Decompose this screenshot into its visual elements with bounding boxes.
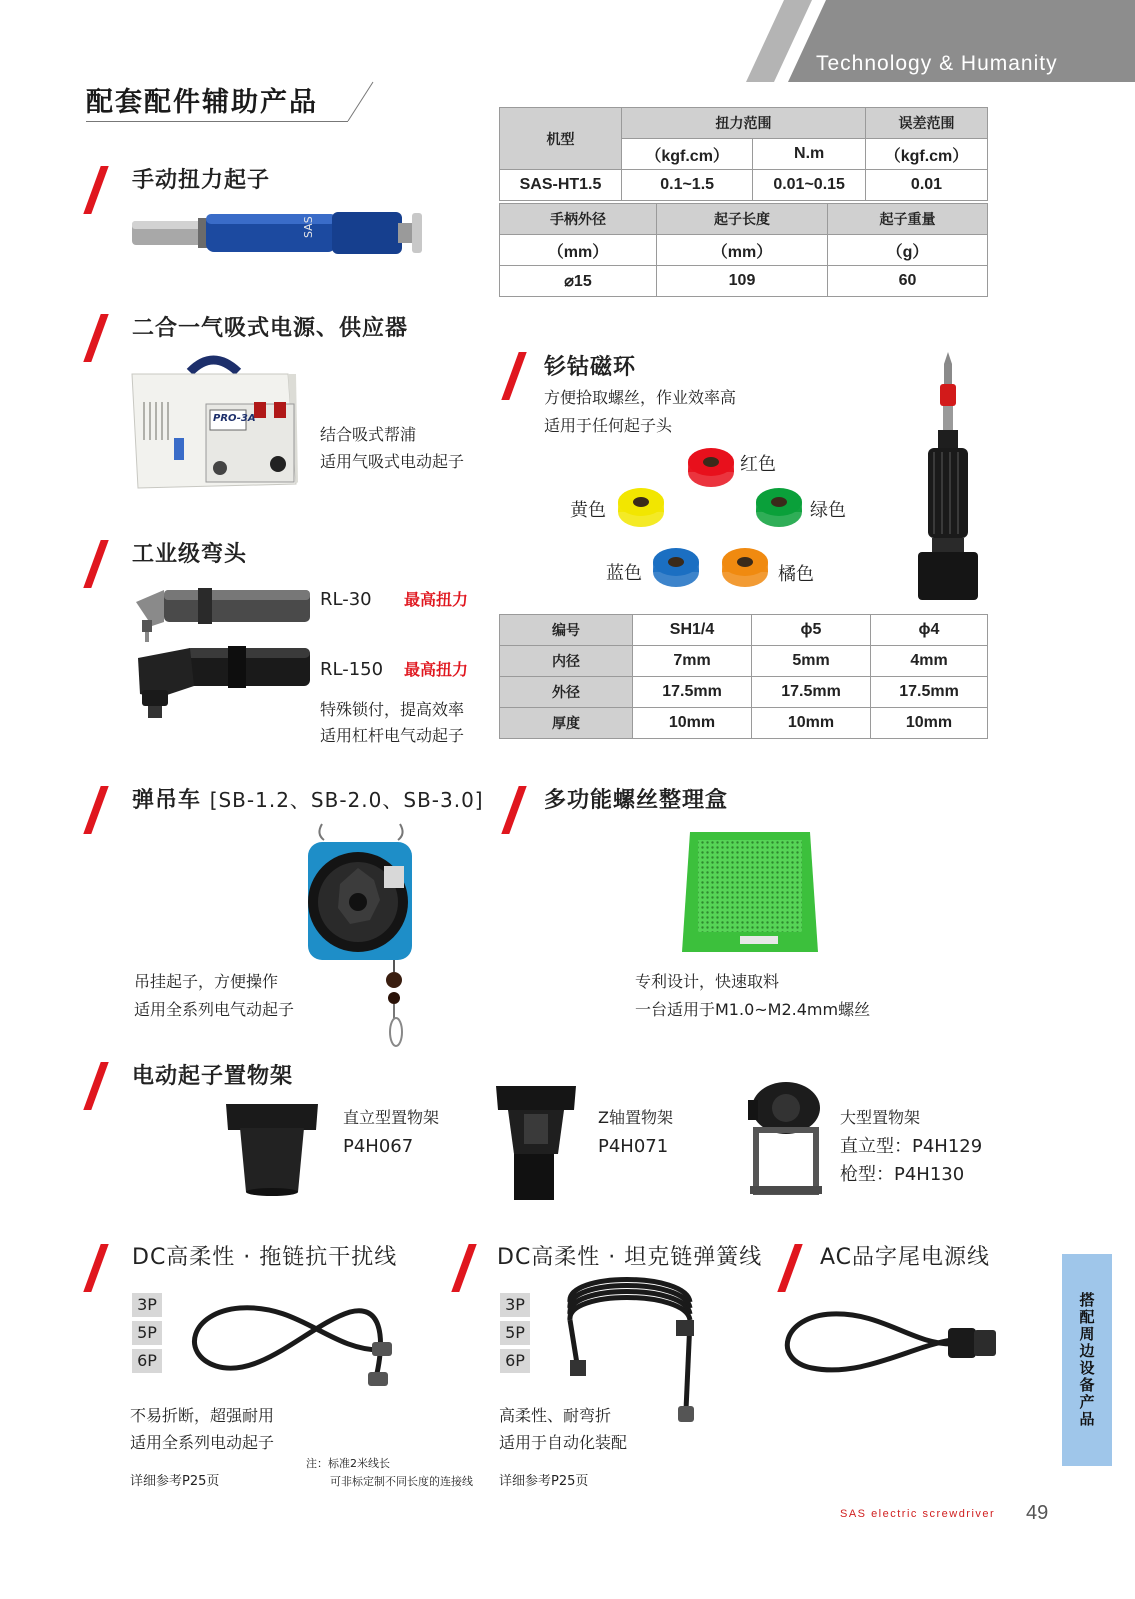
screw-box-desc-1: 专利设计，快速取料 (635, 972, 780, 991)
th-driver-weight: 起子重量 (828, 204, 988, 235)
ring-label-red: 红色 (740, 454, 776, 475)
table-row (500, 615, 988, 646)
th-model: 机型 (500, 108, 622, 170)
row-label: 内径 (500, 646, 633, 677)
page-number: 49 (1026, 1502, 1049, 1524)
balancer-desc-2: 适用全系列电气动起子 (134, 1000, 295, 1019)
page-title: 配套配件辅助产品 (86, 87, 318, 118)
section-marker (83, 166, 108, 214)
torque-driver-image (132, 208, 432, 260)
table-row (500, 677, 988, 708)
magnet-spec-table (499, 614, 988, 739)
section-marker (777, 1244, 802, 1292)
torque-spec-table-1 (499, 107, 988, 201)
table-cell: 10mm (871, 708, 988, 739)
upright-holder-image (224, 1102, 320, 1196)
rl-30-elbow-image (134, 576, 310, 642)
balancer-title: 弹吊车 (132, 788, 202, 813)
holder-3-name: 大型置物架 (840, 1108, 921, 1127)
pin-option-3p: 3P (500, 1293, 530, 1317)
orange-ring-icon (720, 546, 770, 590)
holder-1-code: P4H067 (343, 1136, 414, 1157)
holder-3-upright: 直立型：P4H129 (840, 1136, 983, 1157)
side-tab-label: 搭配周边设备产品 (1077, 1292, 1096, 1428)
table-cell: 10mm (633, 708, 752, 739)
table-row (500, 646, 988, 677)
ring-label-yellow: 黄色 (570, 500, 606, 521)
pin-option-6p: 6P (500, 1349, 530, 1373)
pin-option-6p: 6P (132, 1349, 162, 1373)
unit-cell: （kgf.cm） (866, 139, 988, 170)
magnet-desc-1: 方便拾取螺丝，作业效率高 (544, 388, 737, 407)
table-cell: 17.5mm (871, 677, 988, 708)
ring-label-blue: 蓝色 (606, 563, 642, 584)
table-cell: ϕ5 (752, 615, 871, 646)
elbow-model-rl30: RL-30 (320, 589, 372, 610)
unit-cell: （g） (828, 235, 988, 266)
section-title-torque-driver: 手动扭力起子 (132, 168, 271, 193)
holder-3-gun: 枪型：P4H130 (840, 1164, 965, 1185)
elbow-note-rl30: 最高扭力 (404, 590, 469, 609)
title-underline (86, 121, 348, 122)
z-axis-holder-image (494, 1084, 578, 1204)
large-holder-image (744, 1080, 828, 1200)
cable2-desc-1: 高柔性、耐弯折 (499, 1406, 612, 1425)
table-cell: 7mm (633, 646, 752, 677)
section-marker (83, 1244, 108, 1292)
ac-power-cable-image (772, 1304, 1006, 1382)
pin-option-5p: 5P (132, 1321, 162, 1345)
unit-cell: （mm） (657, 235, 828, 266)
section-title-drag-chain-cable: DC高柔性 · 拖链抗干扰线 (132, 1245, 398, 1270)
section-title-balancer (132, 783, 484, 814)
model-cell: SAS-HT1.5 (500, 170, 622, 201)
section-title-elbow: 工业级弯头 (132, 542, 248, 567)
th-error-range: 误差范围 (866, 108, 988, 139)
cable-length-note-2: 可非标定制不同长度的连接线 (330, 1475, 473, 1488)
screw-box-image (680, 830, 820, 956)
elbow-desc-2: 适用杠杆电气动起子 (320, 726, 465, 745)
section-title-power-supply: 二合一气吸式电源、供应器 (132, 316, 409, 341)
section-title-magnet-ring: 钐钴磁环 (544, 355, 637, 380)
section-marker (83, 314, 108, 362)
th-driver-length: 起子长度 (657, 204, 828, 235)
balancer-desc-1: 吊挂起子，方便操作 (134, 972, 279, 991)
elbow-note-rl150: 最高扭力 (404, 660, 469, 679)
section-marker (451, 1244, 476, 1292)
th-torque-range: 扭力范围 (622, 108, 866, 139)
table-row (500, 708, 988, 739)
value-cell: 60 (828, 266, 988, 297)
table-cell: 17.5mm (752, 677, 871, 708)
section-marker (83, 786, 108, 834)
row-label: 编号 (500, 615, 633, 646)
unit-cell: （mm） (500, 235, 657, 266)
holder-2-name: Z轴置物架 (598, 1108, 673, 1127)
value-cell: ⌀15 (500, 266, 657, 297)
cable-length-note-1: 注：标准2米线长 (306, 1457, 390, 1470)
section-title-screw-box: 多功能螺丝整理盒 (544, 788, 729, 813)
torque-spec-table-2 (499, 203, 988, 297)
pin-option-5p: 5P (500, 1321, 530, 1345)
red-ring-icon (686, 446, 736, 490)
footer-brand: SAS electric screwdriver (840, 1508, 996, 1520)
section-marker (83, 1062, 108, 1110)
section-title-ac-power-cable: AC品字尾电源线 (820, 1245, 991, 1270)
cable1-desc-2: 适用全系列电动起子 (130, 1433, 275, 1452)
value-cell: 0.1~1.5 (622, 170, 753, 201)
table-cell: SH1/4 (633, 615, 752, 646)
power-supply-desc-2: 适用气吸式电动起子 (320, 452, 465, 471)
holder-1-name: 直立型置物架 (343, 1108, 440, 1127)
balancer-models: [SB-1.2、SB-2.0、SB-3.0] (209, 788, 484, 812)
pin-option-3p: 3P (132, 1293, 162, 1317)
row-label: 外径 (500, 677, 633, 708)
magnet-desc-2: 适用于任何起子头 (544, 416, 673, 435)
blue-ring-icon (651, 546, 701, 590)
section-marker (501, 786, 526, 834)
table-cell: 17.5mm (633, 677, 752, 708)
ring-label-green: 绿色 (810, 500, 846, 521)
value-cell: 0.01 (866, 170, 988, 201)
table-cell: 10mm (752, 708, 871, 739)
drag-chain-cable-image (180, 1294, 400, 1392)
elbow-model-rl150: RL-150 (320, 659, 384, 680)
cable1-desc-1: 不易折断，超强耐用 (130, 1406, 275, 1425)
svg-text:SAS: SAS (302, 216, 315, 238)
yellow-ring-icon (616, 486, 666, 530)
table-cell: 4mm (871, 646, 988, 677)
section-marker (83, 540, 108, 588)
elbow-desc-1: 特殊锁付，提高效率 (320, 700, 465, 719)
section-title-spring-cable: DC高柔性 · 坦克链弹簧线 (497, 1245, 763, 1270)
power-supply-image (128, 354, 298, 492)
cable1-page-ref: 详细参考P25页 (130, 1474, 220, 1489)
title-slash-line (340, 80, 375, 123)
screwdriver-with-ring-image (912, 352, 984, 604)
holder-2-code: P4H071 (598, 1136, 669, 1157)
side-category-tab (1062, 1254, 1112, 1466)
unit-cell: N.m (753, 139, 866, 170)
row-label: 厚度 (500, 708, 633, 739)
power-supply-desc-1: 结合吸式帮浦 (320, 425, 417, 444)
green-ring-icon (754, 486, 804, 530)
spring-balancer-image (300, 820, 420, 1052)
rl-150-elbow-image (136, 644, 310, 720)
value-cell: 109 (657, 266, 828, 297)
table-cell: 5mm (752, 646, 871, 677)
cable2-page-ref: 详细参考P25页 (499, 1474, 589, 1489)
value-cell: 0.01~0.15 (753, 170, 866, 201)
header-tagline: Technology & Humanity (816, 52, 1058, 75)
section-marker (501, 352, 526, 400)
cable2-desc-2: 适用于自动化装配 (499, 1433, 628, 1452)
table-cell: ϕ4 (871, 615, 988, 646)
ring-label-orange: 橘色 (778, 564, 814, 585)
section-title-holder: 电动起子置物架 (132, 1064, 294, 1089)
device-label: PRO-3A (213, 413, 256, 424)
th-handle-diameter: 手柄外径 (500, 204, 657, 235)
unit-cell: （kgf.cm） (622, 139, 753, 170)
screw-box-desc-2: 一台适用于M1.0~M2.4mm螺丝 (635, 1000, 871, 1019)
